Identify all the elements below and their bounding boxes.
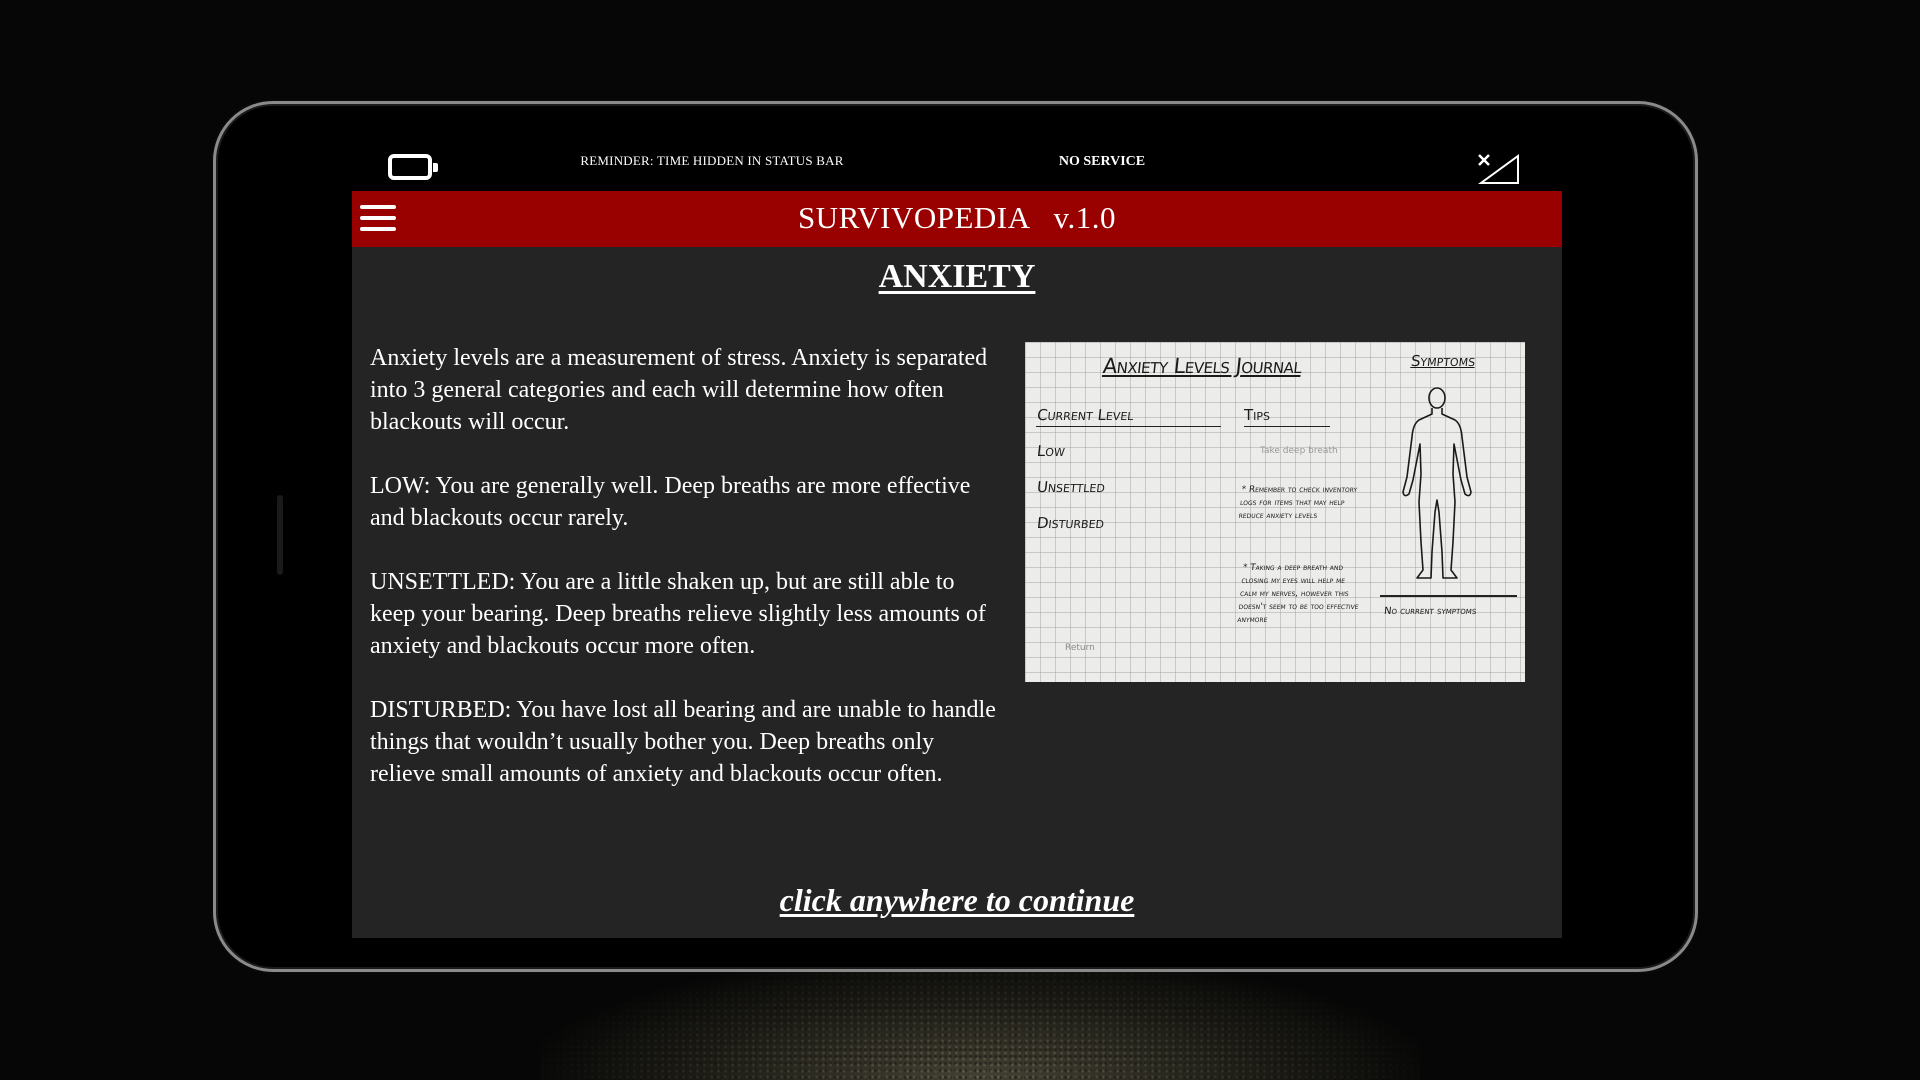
app-bar bbox=[352, 191, 1562, 247]
status-reminder: REMINDER: TIME HIDDEN IN STATUS BAR bbox=[580, 153, 844, 168]
ground-background bbox=[540, 960, 1420, 1080]
journal-tip-2: * Taking a deep breath and closing my eyes will help me calm my nerves, however this doesn't seem to be too effective anymore bbox=[1236, 563, 1360, 625]
journal-return-label: Return bbox=[1065, 643, 1095, 653]
paragraph-unsettled: UNSETTLED: You are a little shaken up, but are still able to keep your bearing. Deep breaths relieve slightly less amounts of anxiety and blackouts occur more often. bbox=[370, 569, 986, 659]
journal-symptoms-divider bbox=[1380, 595, 1517, 597]
article-body bbox=[370, 342, 1000, 822]
tablet-screen[interactable] bbox=[352, 142, 1562, 938]
continue-prompt[interactable]: click anywhere to continue bbox=[779, 882, 1135, 918]
paragraph-intro: Anxiety levels are a measurement of stress. Anxiety is separated into 3 general categories and each will determine how often blackouts will occur. bbox=[370, 345, 988, 435]
page-title: ANXIETY bbox=[878, 258, 1036, 295]
journal-current-level-header: Current Level bbox=[1036, 406, 1223, 427]
app-title: SURVIVOPEDIA v.1.0 bbox=[797, 200, 1117, 235]
status-bar bbox=[352, 142, 1562, 191]
journal-symptoms-header: Symptoms bbox=[1410, 352, 1477, 370]
battery-icon bbox=[388, 154, 432, 180]
service-status: NO SERVICE bbox=[1058, 154, 1146, 169]
journal-level-disturbed: Disturbed bbox=[1036, 514, 1106, 532]
paragraph-low: LOW: You are generally well. Deep breaths are more effective and blackouts occur rarely. bbox=[370, 473, 971, 531]
journal-tips-header: Tips bbox=[1244, 406, 1330, 427]
journal-title: Anxiety Levels Journal bbox=[1101, 354, 1303, 378]
tablet-side-button bbox=[277, 495, 283, 575]
anxiety-journal-image bbox=[1025, 342, 1525, 682]
paragraph-disturbed: DISTURBED: You have lost all bearing and are unable to handle things that wouldn’t usually bother you. Deep breaths only relieve small amounts of anxiety and blackouts occur often. bbox=[370, 697, 996, 787]
journal-tip-1: * Remember to check inventory logs for items that may help reduce anxiety levels bbox=[1238, 485, 1358, 521]
journal-level-low: Low bbox=[1036, 442, 1066, 460]
journal-hint: Take deep breath bbox=[1260, 446, 1338, 456]
journal-level-unsettled: Unsettled bbox=[1036, 478, 1106, 496]
human-body-icon bbox=[1387, 382, 1487, 582]
no-signal-icon bbox=[1476, 152, 1520, 186]
journal-symptoms-text: No current symptoms bbox=[1383, 606, 1477, 617]
